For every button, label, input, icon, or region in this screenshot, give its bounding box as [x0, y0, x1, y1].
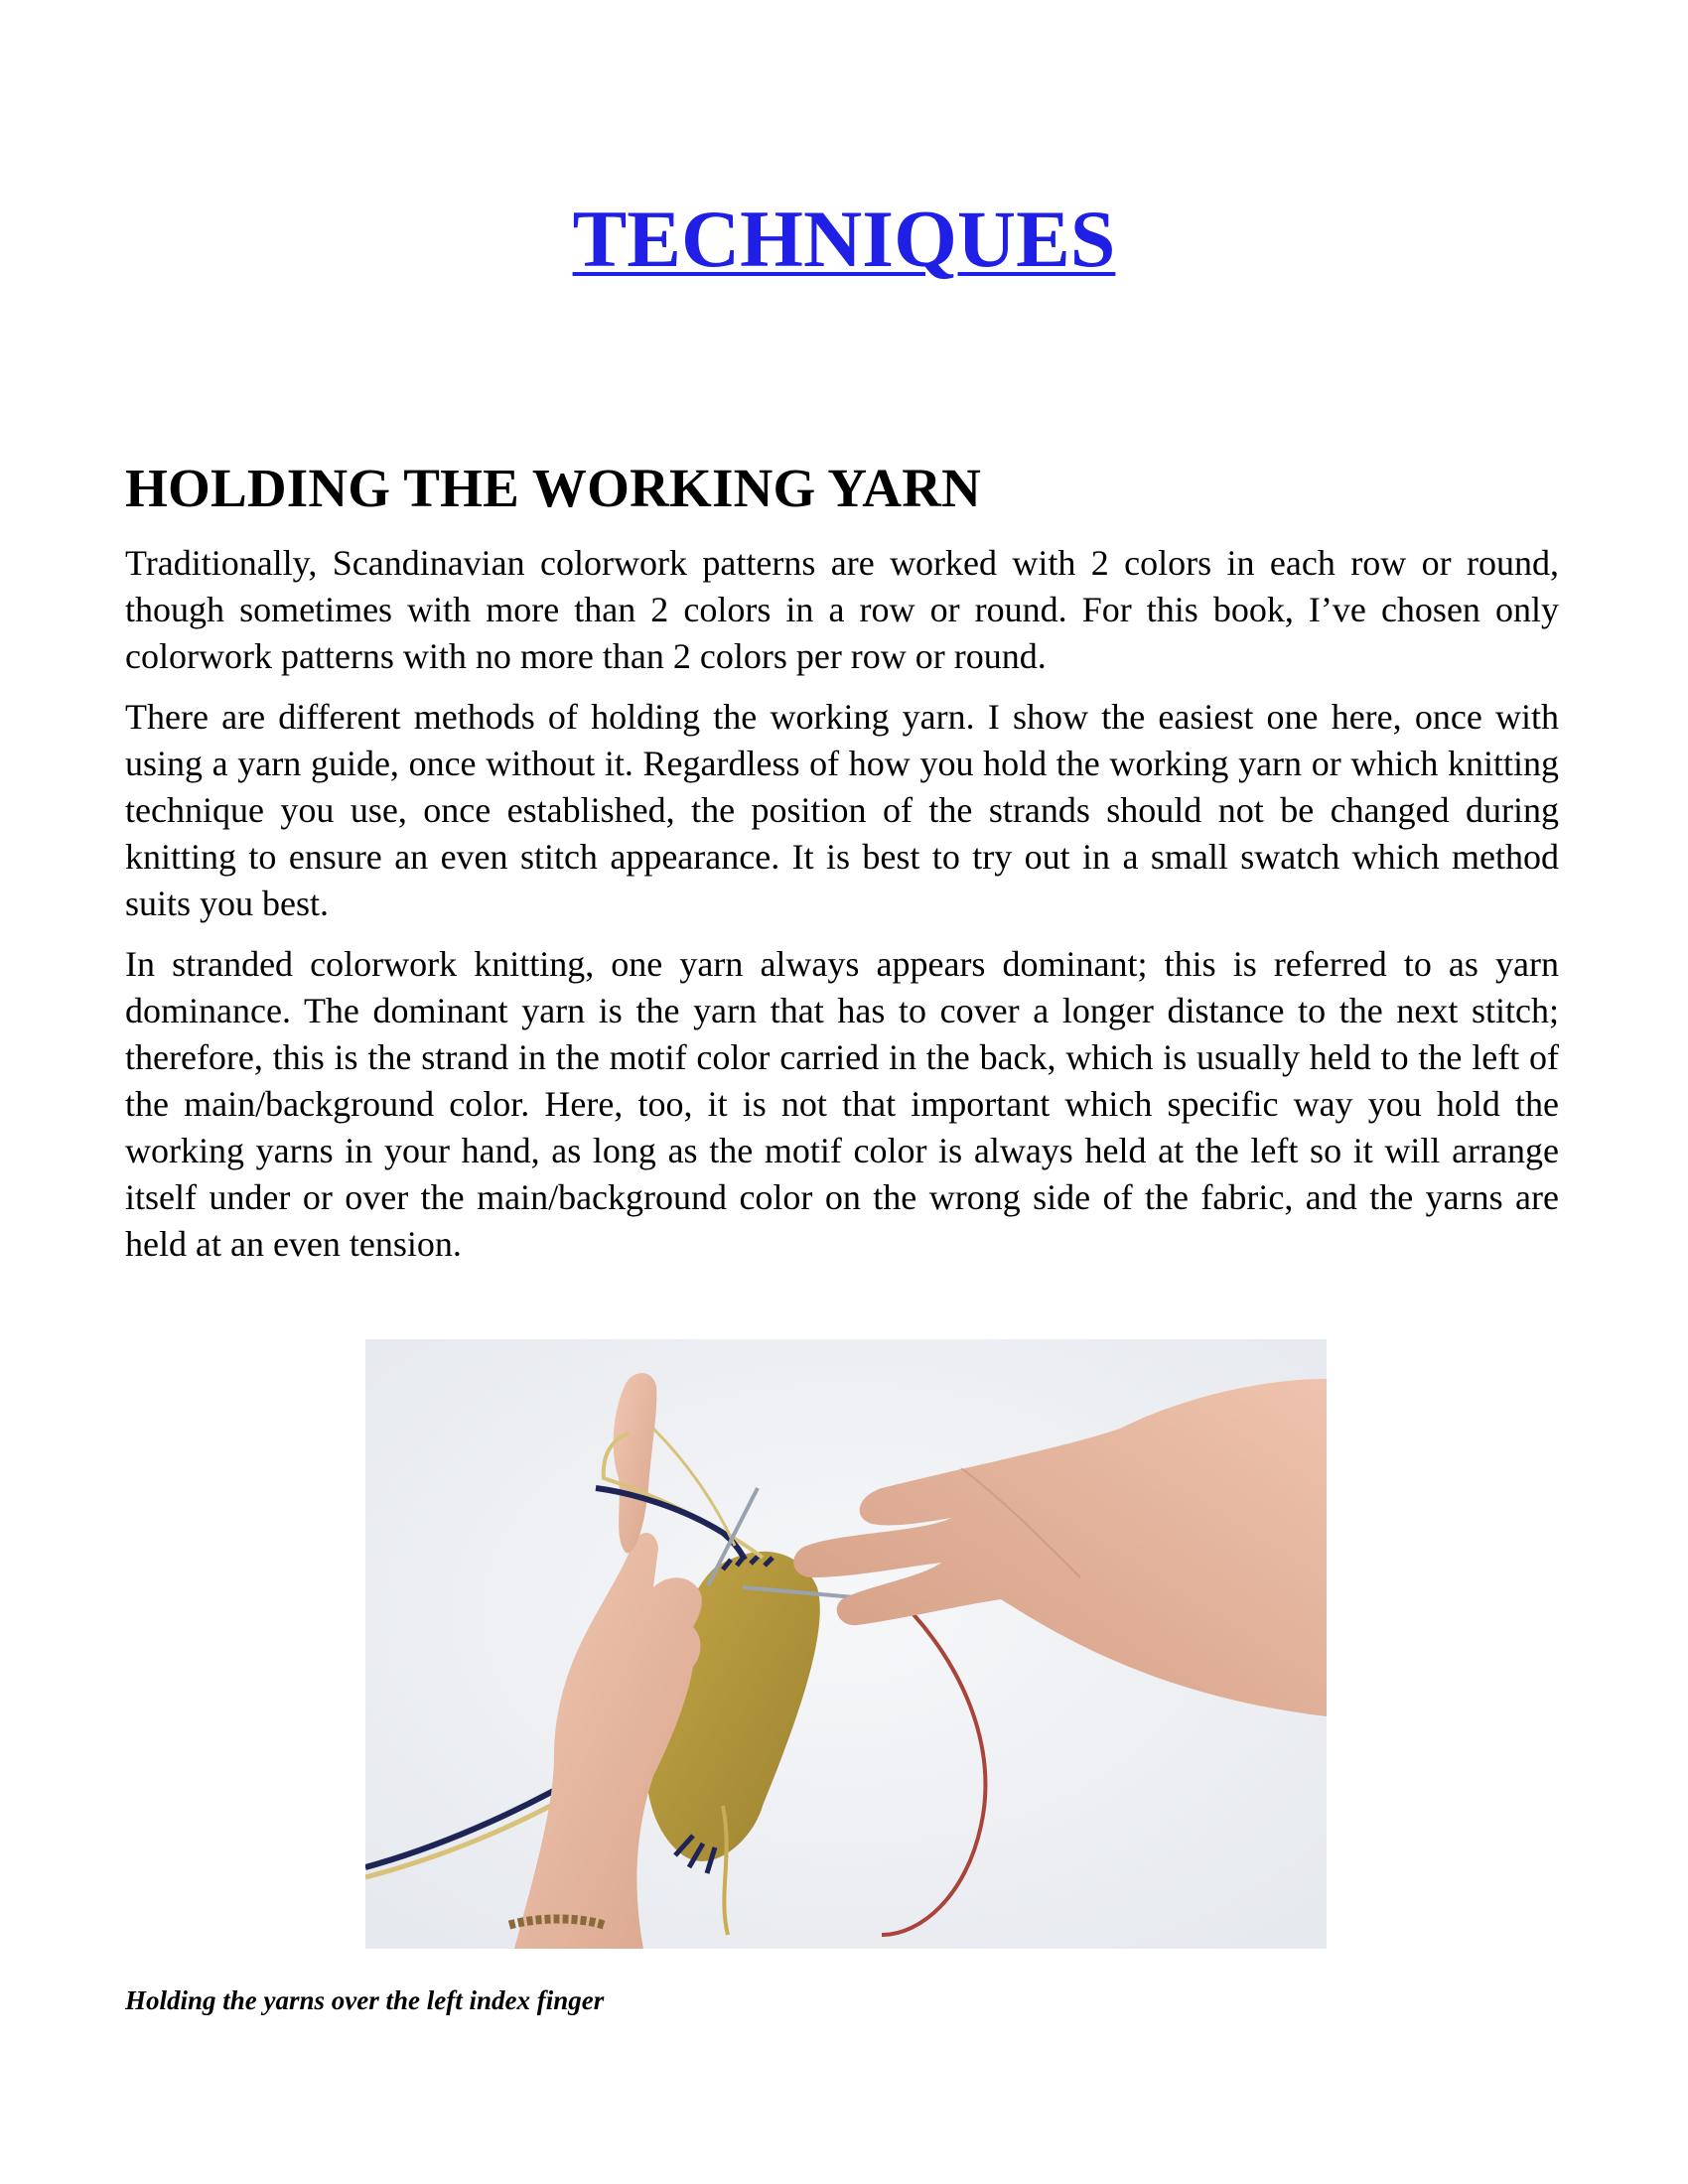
- body-text: [125, 540, 1559, 1282]
- page-title: [0, 195, 1688, 284]
- paragraph-1: Traditionally, Scandinavian colorwork patterns are worked with 2 colors in each row or round, though sometimes with more than 2 colors in a row or round. For this book, I’ve chosen only colorwork patterns with no more than 2 colors per row or round.: [125, 543, 1559, 676]
- figure-caption: Holding the yarns over the left index finger: [125, 1985, 605, 2015]
- section-heading: HOLDING THE WORKING YARN: [125, 458, 982, 518]
- knitting-photo: [365, 1339, 1327, 1949]
- techniques-link[interactable]: TECHNIQUES: [572, 194, 1116, 284]
- paragraph-3: In stranded colorwork knitting, one yarn always appears dominant; this is referred to as yarn dominance. The dominant yarn is the yarn that has to cover a longer distance to the next stitch; therefore, this is the strand in the motif color carried in the back, which is usually held to the left of the main/background color. Here, too, it is not that important which specific way you hold the working yarns in your hand, as long as the motif color is always held at the left so it will arrange itself under or over the main/background color on the wrong side of the fabric, and the yarns are held at an even tension.: [125, 944, 1559, 1264]
- paragraph-2: There are different methods of holding the working yarn. I show the easiest one here, once with using a yarn guide, once without it. Regardless of how you hold the working yarn or which knitting technique you use, once established, the position of the strands should not be changed during knitting to ensure an even stitch appearance. It is best to try out in a small swatch which method suits you best.: [125, 697, 1559, 923]
- knitting-hands-illustration: [365, 1339, 1327, 1949]
